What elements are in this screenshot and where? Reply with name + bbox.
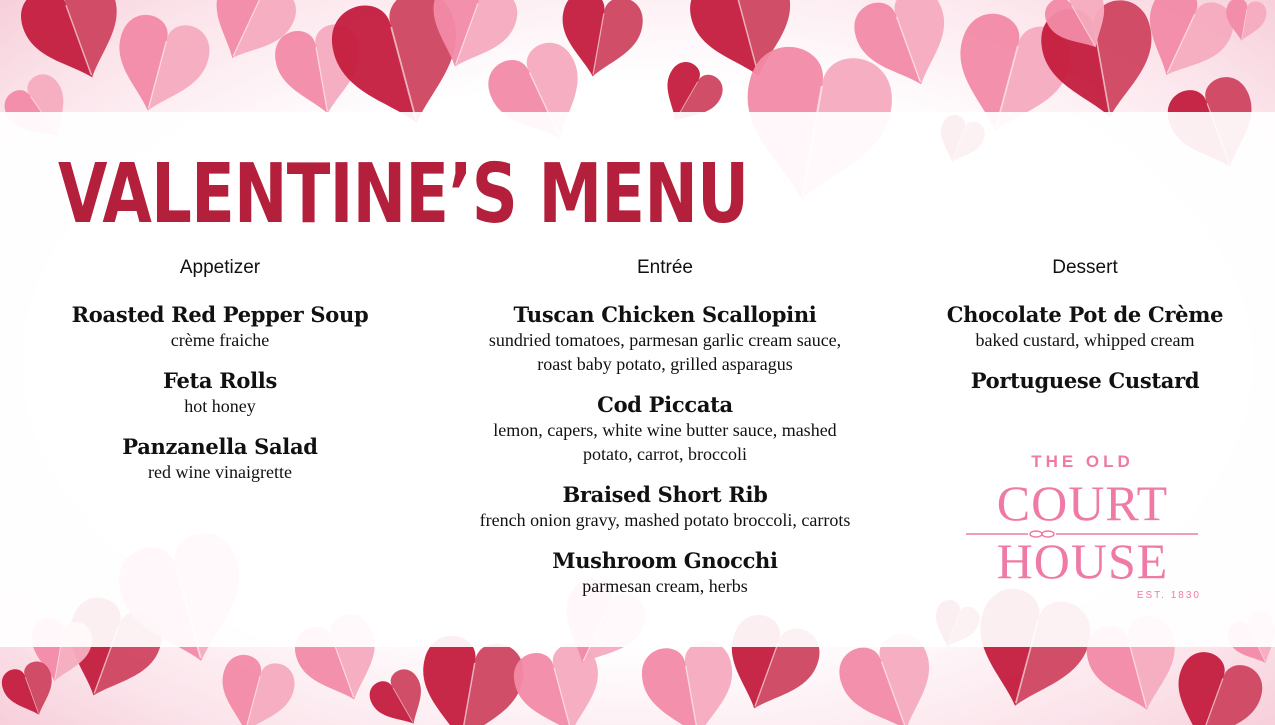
item-description: crème fraiche — [170, 330, 270, 350]
page-title: VALENTINE’S MENU — [58, 147, 749, 242]
appetizer-column — [60, 255, 380, 500]
dessert-heading: Dessert — [1052, 257, 1118, 278]
item-name: Portuguese Custard — [970, 368, 1200, 393]
item-name: Braised Short Rib — [562, 482, 768, 507]
item-name: Feta Rolls — [163, 368, 277, 393]
item-description: lemon, capers, white wine butter sauce, mashed — [493, 420, 837, 440]
item-description: red wine vinaigrette — [148, 462, 292, 482]
item-name: Cod Piccata — [597, 392, 733, 417]
entree-column — [425, 255, 905, 614]
item-description: parmesan cream, herbs — [582, 576, 748, 596]
item-name: Roasted Red Pepper Soup — [71, 302, 369, 327]
item-name: Tuscan Chicken Scallopini — [513, 302, 817, 327]
entree-heading: Entrée — [637, 257, 693, 278]
menu-item — [425, 548, 905, 598]
logo-line-1: THE OLD — [1031, 452, 1134, 471]
logo-line-2: COURT — [996, 475, 1169, 531]
item-description: hot honey — [184, 396, 256, 416]
restaurant-logo — [960, 448, 1205, 608]
menu-item — [935, 368, 1235, 394]
item-description: potato, carrot, broccoli — [583, 444, 747, 464]
item-name: Panzanella Salad — [122, 434, 318, 459]
logo-established: EST. 1830 — [1136, 590, 1201, 601]
item-description: baked custard, whipped cream — [975, 330, 1195, 350]
heart-shape — [210, 650, 299, 725]
heart-shape — [104, 9, 215, 122]
item-description: french onion gravy, mashed potato broccoli, carrots — [479, 510, 851, 530]
dessert-column — [935, 255, 1235, 410]
item-name: Mushroom Gnocchi — [552, 548, 778, 573]
menu-item — [60, 302, 380, 352]
item-description: sundried tomatoes, parmesan garlic cream sauce, — [488, 330, 842, 350]
item-description: roast baby potato, grilled asparagus — [537, 354, 793, 374]
menu-item — [425, 482, 905, 532]
menu-item — [60, 434, 380, 484]
menu-item — [425, 392, 905, 466]
menu-item — [935, 302, 1235, 352]
item-name: Chocolate Pot de Crème — [946, 302, 1224, 327]
heart-shape — [638, 637, 743, 725]
appetizer-heading: Appetizer — [179, 257, 261, 278]
menu-item — [60, 368, 380, 418]
menu-item — [425, 302, 905, 376]
logo-line-3: HOUSE — [996, 533, 1169, 589]
